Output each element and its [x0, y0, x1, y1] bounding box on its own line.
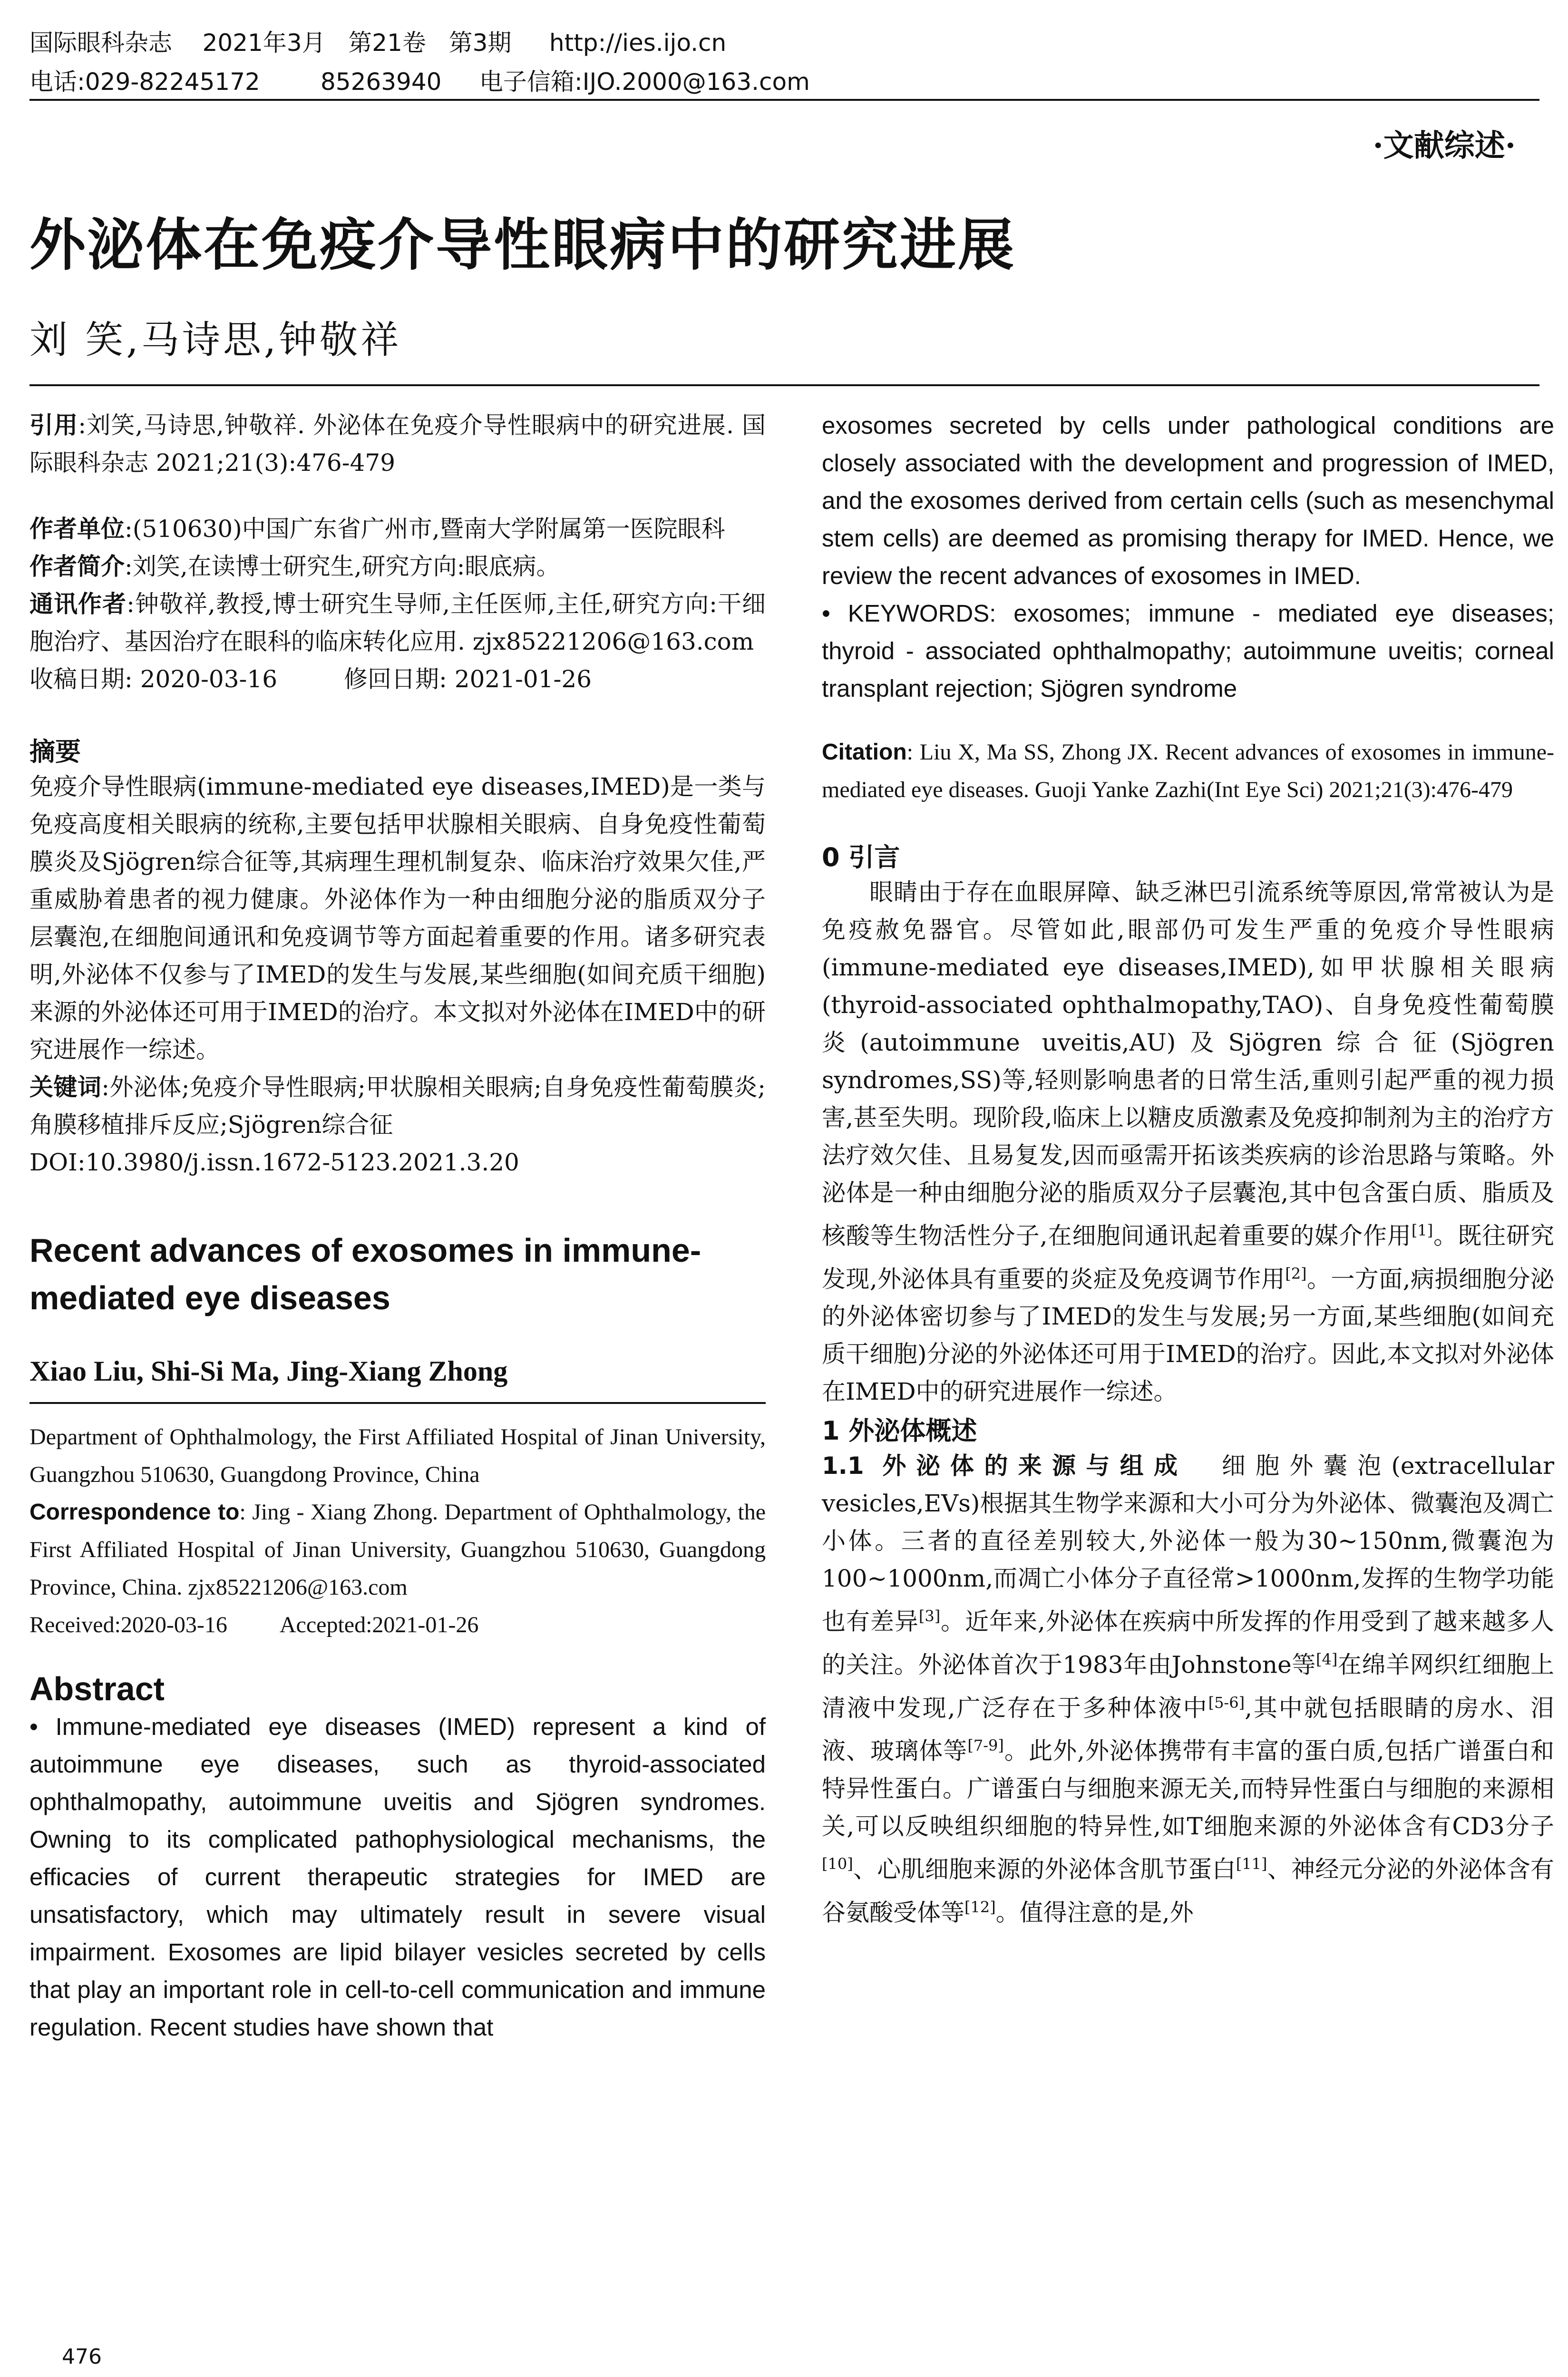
article-authors: 刘 笑,马诗思,钟敬祥 — [29, 318, 402, 362]
cn-keywords — [29, 1069, 766, 1144]
en-corr-text: : Jing - Xiang Zhong. Department of Ophthalmology, the First Affiliated Hospital of Jinan University, Guangzhou 510630, Guangdong Province, China. zjx85221206@163.com — [29, 1500, 766, 1600]
section-1-1-paragraph — [822, 1447, 1554, 1931]
en-received-date: Received:2020-03-16 — [29, 1612, 227, 1637]
citation-ref-5-6[interactable]: [5-6] — [1208, 1693, 1245, 1712]
en-keywords: • KEYWORDS: exosomes; immune - mediated eye diseases; thyroid - associated ophthalmopathy; autoimmune uveitis; corneal transplant rejection; Sjögren syndrome — [822, 600, 1554, 702]
en-affiliation: Department of Ophthalmology, the First Affiliated Hospital of Jinan University, Guangzhou 510630, Guangdong Province, China — [29, 1424, 766, 1487]
cn-citation — [29, 407, 766, 482]
cn-bio-text: :刘笑,在读博士研究生,研究方向:眼底病。 — [125, 553, 560, 580]
cn-abstract-text: 免疫介导性眼病(immune-mediated eye diseases,IMED)是一类与免疫高度相关眼病的统称,主要包括甲状腺相关眼病、自身免疫性葡萄膜炎及Sjögren综合征等,其病理生理机制复杂、临床治疗效果欠佳,严重威胁着患者的视力健康。外泌体作为一种由细胞分泌的脂质双分子层囊泡,在细胞间通讯和免疫调节等方面起着重要的作用。诸多研究表明,外泌体不仅参与了IMED的发生与发展,某些细胞(如间充质干细胞)来源的外泌体还可用于IMED的治疗。本文拟对外泌体在IMED中的研究进展作一综述。 — [29, 773, 766, 1063]
citation-ref-10[interactable]: [10] — [822, 1854, 853, 1873]
cn-dates — [29, 661, 766, 698]
cn-abstract-heading: 摘要 — [29, 737, 81, 767]
en-abstract-continued: exosomes secreted by cells under pathological conditions are closely associated with the development and progression of IMED, and the exosomes derived from certain cells (such as mesenchymal stem cells) are deemed as promising therapy for IMED. Hence, we review the recent advances of exosomes in IMED. — [822, 412, 1554, 589]
en-abstract-heading: Abstract — [29, 1670, 165, 1707]
cn-citation-label: 引用 — [29, 411, 78, 439]
cn-corr-label: 通讯作者 — [29, 590, 127, 618]
sec11-text-d: ,其中就包括眼睛的房水、泪液、玻璃体等 — [822, 1694, 1554, 1765]
cn-keywords-label: 关键词 — [29, 1073, 102, 1101]
citation-ref-4[interactable]: [4] — [1315, 1650, 1338, 1668]
sec11-text-c: 在绵羊网织红细胞上清液中发现,广泛存在于多种体液中 — [822, 1651, 1555, 1722]
citation-ref-7-9[interactable]: [7-9] — [967, 1736, 1004, 1755]
cn-bio-label: 作者简介 — [29, 553, 125, 580]
doi: DOI:10.3980/j.issn.1672-5123.2021.3.20 — [29, 1149, 519, 1176]
sec11-text-e: 。此外,外泌体携带有丰富的蛋白质,包括广谱蛋白和特异性蛋白。广谱蛋白与细胞来源无关,而特异性蛋白与细胞的来源相关,可以反映组织细胞的特异性,如T细胞来源的外泌体含有CD3分子 — [822, 1737, 1554, 1840]
citation-ref-2[interactable]: [2] — [1285, 1264, 1307, 1283]
en-corr-label: Correspondence to — [29, 1500, 240, 1525]
en-correspondence — [29, 1493, 766, 1606]
en-dates — [29, 1606, 766, 1644]
en-citation-text: : Liu X, Ma SS, Zhong JX. Recent advances of exosomes in immune-mediated eye diseases. Guoji Yanke Zazhi(Int Eye Sci) 2021;21(3):476-479 — [822, 740, 1554, 802]
sec11-text-g: 、神经元分泌的外泌体含有谷氨酸受体等 — [822, 1855, 1555, 1927]
section-0-paragraph — [822, 874, 1554, 1411]
en-citation — [822, 733, 1554, 809]
en-abstract-p1: • Immune-mediated eye diseases (IMED) represent a kind of autoimmune eye diseases, such as thyroid-associated ophthalmopathy, autoimmune uveitis and Sjögren syndromes. Owning to its complicated pathophysiological mechanisms, the efficacies of current therapeutic strategies for IMED are unsatisfactory, which may ultimately result in severe visual impairment. Exosomes are lipid bilayer vesicles secreted by cells that play an important role in cell-to-cell communication and immune regulation. Recent studies have shown that — [29, 1713, 766, 2041]
journal-header-line1: 国际眼科杂志 2021年3月 第21卷 第3期 http://ies.ijo.cn — [29, 29, 727, 57]
cn-citation-text: :刘笑,马诗思,钟敬祥. 外泌体在免疫介导性眼病中的研究进展. 国际眼科杂志 2021;21(3):476-479 — [29, 411, 766, 477]
cn-corr-text: :钟敬祥,教授,博士研究生导师,主任医师,主任,研究方向:干细胞治疗、基因治疗在眼科的临床转化应用. zjx85221206@163.com — [29, 590, 766, 655]
en-accepted-date: Accepted:2021-01-26 — [279, 1612, 479, 1637]
en-citation-label: Citation — [822, 740, 907, 765]
right-column — [822, 407, 1554, 1931]
cn-affiliation-text: :(510630)中国广东省广州市,暨南大学附属第一医院眼科 — [125, 515, 725, 543]
sec11-text-f: 、心肌细胞来源的外泌体含肌节蛋白 — [853, 1855, 1236, 1883]
header-rule — [29, 99, 1539, 101]
section-1-1-heading: 1.1 外泌体的来源与组成 — [822, 1452, 1188, 1480]
article-title: 外泌体在免疫介导性眼病中的研究进展 — [29, 212, 1016, 278]
sec11-text-b: 。近年来,外泌体在疾病中所发挥的作用受到了越来越多人的关注。外泌体首次于1983年由Johnstone等 — [822, 1607, 1554, 1679]
left-column — [29, 407, 766, 2046]
citation-ref-11[interactable]: [11] — [1236, 1854, 1267, 1873]
citation-ref-3[interactable]: [3] — [918, 1607, 941, 1626]
sec0-text-a: 眼睛由于存在血眼屏障、缺乏淋巴引流系统等原因,常常被认为是免疫赦免器官。尽管如此,眼部仍可发生严重的免疫介导性眼病(immune-mediated eye diseases,IMED),如甲状腺相关眼病(thyroid-associated ophthalmopathy,TAO)、自身免疫性葡萄膜炎(autoimmune uveitis,AU)及Sjögren综合征(Sjögren syndromes,SS)等,轻则影响患者的日常生活,重则引起严重的视力损害,甚至失明。现阶段,临床上以糖皮质激素及免疫抑制剂为主的治疗方法疗效欠佳、且易复发,因而亟需开拓该类疾病的诊治思路与策略。外泌体是一种由细胞分泌的脂质双分子层囊泡,其中包含蛋白质、脂质及核酸等生物活性分子,在细胞间通讯起着重要的媒介作用 — [822, 878, 1554, 1250]
cn-affiliation — [29, 510, 766, 548]
en-authors: Xiao Liu, Shi-Si Ma, Jing-Xiang Zhong — [29, 1355, 508, 1387]
title-rule — [29, 384, 1539, 386]
section-0-heading: 0 引言 — [822, 842, 900, 872]
citation-ref-12[interactable]: [12] — [964, 1898, 996, 1916]
en-title: Recent advances of exosomes in immune-mediated eye diseases — [29, 1232, 701, 1316]
section-tag: ·文献综述· — [1373, 128, 1516, 164]
cn-affiliation-label: 作者单位 — [29, 515, 125, 543]
cn-author-bio — [29, 548, 766, 585]
sec11-text-h: 。值得注意的是,外 — [995, 1899, 1194, 1927]
journal-header-line2: 电话:029-82245172 85263940 电子信箱:IJO.2000@163.com — [29, 68, 810, 96]
citation-ref-1[interactable]: [1] — [1411, 1221, 1433, 1239]
cn-correspondence — [29, 585, 766, 661]
sec11-text-a: 细胞外囊泡(extracellular vesicles,EVs)根据其生物学来源和大小可分为外泌体、微囊泡及凋亡小体。三者的直径差别较大,外泌体一般为30~150nm,微囊泡为100~1000nm,而凋亡小体分子直径常>1000nm,发挥的生物学功能也有差异 — [822, 1452, 1555, 1636]
section-1-heading: 1 外泌体概述 — [822, 1416, 977, 1446]
cn-keywords-text: :外泌体;免疫介导性眼病;甲状腺相关眼病;自身免疫性葡萄膜炎;角膜移植排斥反应;Sjögren综合征 — [29, 1073, 766, 1139]
sec0-text-c: 。一方面,病损细胞分泌的外泌体密切参与了IMED的发生与发展;另一方面,某些细胞(如间充质干细胞)分泌的外泌体还可用于IMED的治疗。因此,本文拟对外泌体在IMED中的研究进展作一综述。 — [822, 1265, 1554, 1406]
page-number: 476 — [62, 2345, 102, 2369]
sec0-text-b: 。既往研究发现,外泌体具有重要的炎症及免疫调节作用 — [822, 1222, 1554, 1293]
cn-revised-date: 修回日期: 2021-01-26 — [344, 665, 592, 693]
cn-received-date: 收稿日期: 2020-03-16 — [29, 665, 278, 693]
